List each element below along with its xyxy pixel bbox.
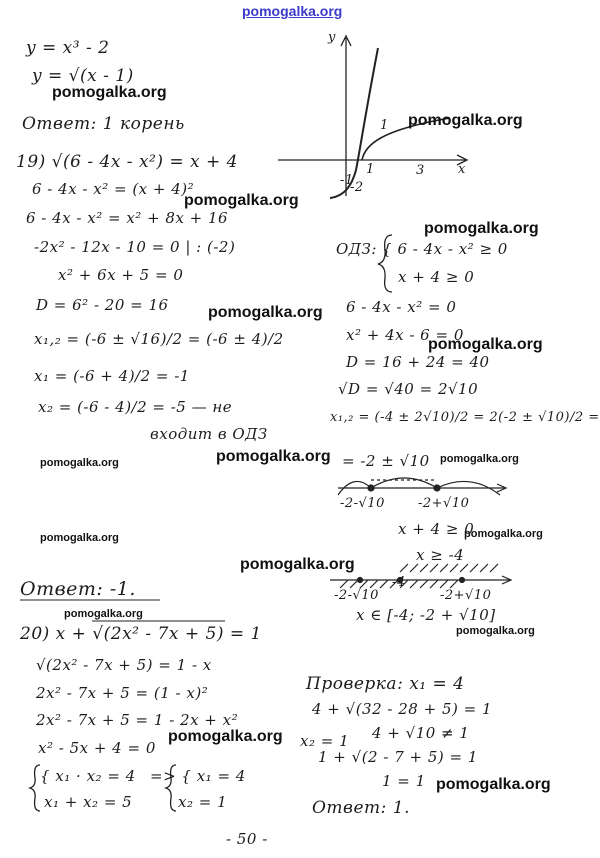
check-line-4: x₂ = 1 [300,732,350,750]
graph-tick-x1: 1 [366,162,375,177]
line-19-7: x₁,₂ = (-6 ± √16)/2 = (-6 ± 4)/2 [34,330,284,348]
number-line-2-point-c [460,578,465,583]
task-19-equation: 19) √(6 - 4x - x²) = x + 4 [16,152,238,172]
line-19-10: входит в ОДЗ [150,425,268,443]
numline1-label-left: -2-√10 [340,496,385,511]
numline2-label-c: -2+√10 [440,588,492,603]
odz-line-7: x₁,₂ = (-4 ± 2√10)/2 = 2(-2 ± √10)/2 = [330,410,600,425]
watermark[interactable]: pomogalka.org [464,528,543,540]
odz-line-10: x + 4 ≥ 0 [398,520,475,538]
watermark[interactable]: pomogalka.org [240,556,355,573]
watermark[interactable]: pomogalka.org [208,304,323,321]
task-20-equation: 20) x + √(2x² - 7x + 5) = 1 [20,624,262,644]
odz-result: x ∈ [-4; -2 + √10] [356,606,496,624]
line-20-5: x² - 5x + 4 = 0 [38,739,156,757]
line-19-4: -2x² - 12x - 10 = 0 | : (-2) [34,238,236,256]
vieta-brace [30,765,40,811]
line-19-3: 6 - 4x - x² = x² + 8x + 16 [26,209,229,227]
watermark[interactable]: pomogalka.org [168,728,283,745]
line-19-2: 6 - 4x - x² = (x + 4)² [32,180,195,198]
odz-line-3: 6 - 4x - x² = 0 [346,298,457,316]
line-19-6: D = 6² - 20 = 16 [36,296,169,314]
graph-tick-3: 3 [416,163,425,178]
numline2-label-a: -2-√10 [334,588,379,603]
check-line-6: 1 = 1 [382,772,426,790]
watermark[interactable]: pomogalka.org [456,625,535,637]
watermark[interactable]: pomogalka.org [52,84,167,101]
line-19-5: x² + 6x + 5 = 0 [58,266,184,284]
watermark-top[interactable]: pomogalka.org [242,3,343,19]
watermark[interactable]: pomogalka.org [436,776,551,793]
numline2-label-b: -4 [392,575,406,590]
answer-20: Ответ: 1. [312,798,410,818]
watermark[interactable]: pomogalka.org [184,192,299,209]
watermark[interactable]: pomogalka.org [40,457,119,469]
check-line-2: 4 + √(32 - 28 + 5) = 1 [312,700,492,718]
vieta-result-1: => { x₁ = 4 [150,767,246,785]
line-20-4: 2x² - 7x + 5 = 1 - 2x + x² [36,711,239,729]
odz-line-4: x² + 4x - 6 = 0 [346,326,464,344]
watermark[interactable]: pomogalka.org [216,448,331,465]
odz-line-2: x + 4 ≥ 0 [398,268,475,286]
watermark[interactable]: pomogalka.org [40,532,119,544]
number-line-2-point-a [358,578,363,583]
page-number: - 50 - [226,830,268,848]
numline1-label-right: -2+√10 [418,496,470,511]
number-line-1 [338,478,506,495]
answer-19: Ответ: -1. [20,578,136,600]
graph-tick-neg2: -2 [350,180,364,195]
number-line-2-hatch [400,564,498,572]
answer-18: Ответ: 1 корень [22,114,185,134]
line-y-cubic: y = x³ - 2 [26,38,110,58]
odz-line-5: D = 16 + 24 = 40 [346,353,490,371]
odz-line-6: √D = √40 = 2√10 [338,380,479,398]
line-19-9: x₂ = (-6 - 4)/2 = -5 — не [38,398,233,416]
check-line-3: 4 + √10 ≠ 1 [372,724,470,742]
number-line-2 [330,564,511,588]
odz-line-8: = -2 ± √10 [342,452,430,470]
vieta-line-1: { x₁ · x₂ = 4 [40,767,136,785]
vieta-result-2: x₂ = 1 [178,793,228,811]
line-y-sqrt: y = √(x - 1) [32,66,134,86]
line-20-2: √(2x² - 7x + 5) = 1 - x [36,656,212,674]
odz-line-1: ОДЗ: { 6 - 4x - x² ≥ 0 [336,240,508,258]
graph-tick-neg1: -1 [340,173,354,188]
odz-line-11: x ≥ -4 [416,546,465,564]
graph-x-label: x [458,162,466,177]
line-19-8: x₁ = (-6 + 4)/2 = -1 [34,367,190,385]
watermark[interactable]: pomogalka.org [424,220,539,237]
watermark[interactable]: pomogalka.org [428,336,543,353]
watermark[interactable]: pomogalka.org [64,608,143,620]
graph-tick-1: 1 [380,118,389,133]
graph-y-label: y [328,30,336,45]
vieta-line-2: x₁ + x₂ = 5 [44,793,133,811]
check-line-1: Проверка: x₁ = 4 [306,674,465,694]
check-line-5: 1 + √(2 - 7 + 5) = 1 [318,748,478,766]
watermark[interactable]: pomogalka.org [440,453,519,465]
watermark[interactable]: pomogalka.org [408,112,523,129]
line-20-3: 2x² - 7x + 5 = (1 - x)² [36,684,209,702]
